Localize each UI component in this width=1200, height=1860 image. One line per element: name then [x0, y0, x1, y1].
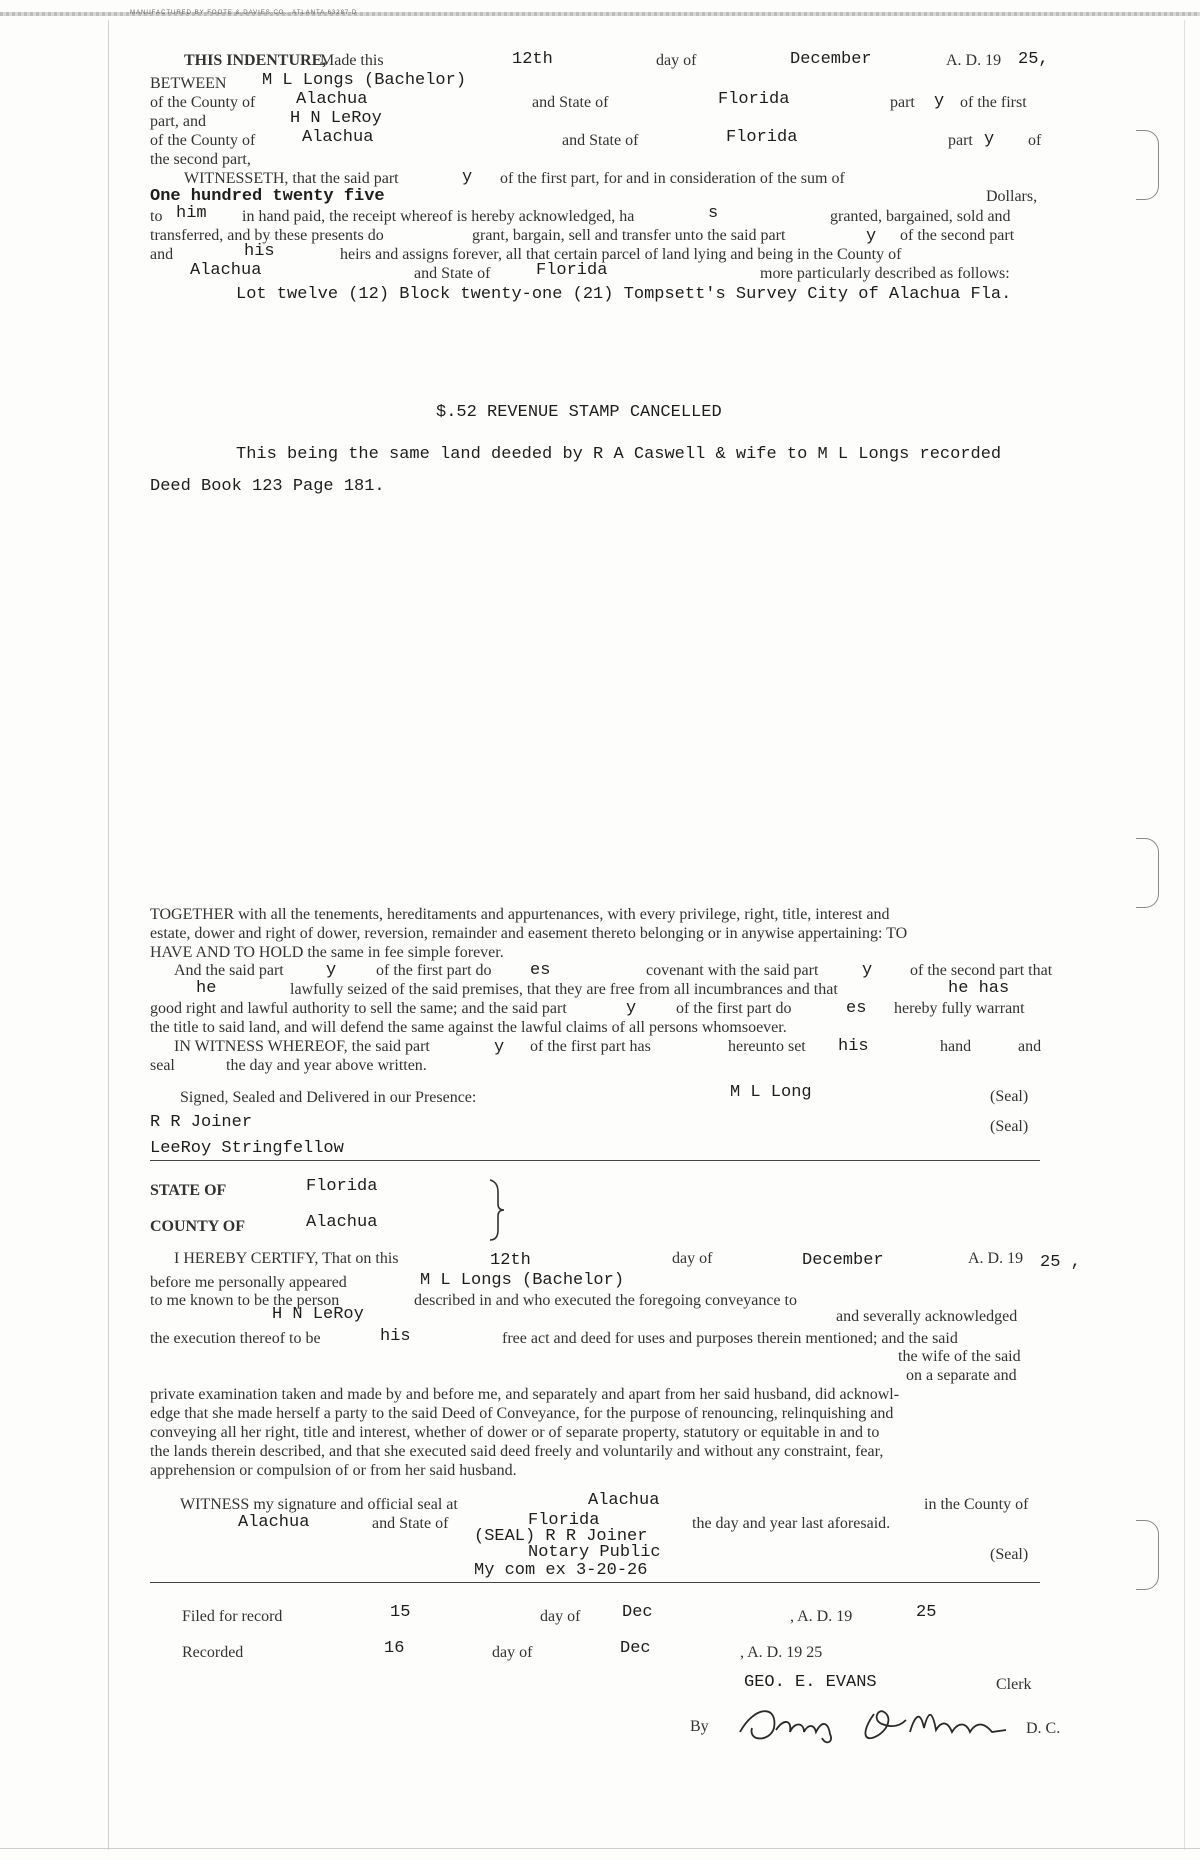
separate-text: on a separate and [906, 1367, 1017, 1384]
bottom-edge [0, 1848, 1200, 1849]
habendum-line-3: HAVE AND TO HOLD the same in fee simple forever. [150, 944, 504, 961]
ack-day: 12th [490, 1251, 531, 1270]
covenant-text-a: And the said part [174, 962, 284, 979]
known-text: to me known to be the person [150, 1292, 340, 1309]
ack-county-2: Alachua [238, 1513, 310, 1532]
notary-seal: (SEAL) R R Joiner [474, 1527, 648, 1546]
signed-sealed-label: Signed, Sealed and Delivered in our Presence: [180, 1089, 477, 1106]
hand-label: hand [940, 1038, 972, 1055]
described-text: more particularly described as follows: [760, 265, 1010, 282]
of-second-text: of the second part [900, 227, 1015, 244]
second-party-name: H N LeRoy [290, 109, 382, 128]
between-label: BETWEEN [150, 75, 227, 92]
seal-label: seal [150, 1057, 175, 1074]
second-county: Alachua [302, 128, 374, 147]
habendum-line-1: TOGETHER with all the tenements, hereditaments and appurtenances, with every privilege, right, title, interest and [150, 906, 890, 923]
ack-his: his [380, 1327, 411, 1346]
day-year-text: the day and year above written. [226, 1057, 427, 1074]
ack-place: Alachua [588, 1491, 660, 1510]
severally-text: and severally acknowledged [836, 1308, 1018, 1325]
right-margin-line [1184, 20, 1185, 1850]
recorded-ad-year: , A. D. 19 25 [740, 1644, 823, 1661]
indenture-label: THIS INDENTURE, [184, 52, 327, 69]
ack-body-1: private examination taken and made by and before me, and separately and apart from her said husband, did acknowl- [150, 1386, 900, 1403]
and-state-text: and State of [372, 1515, 449, 1532]
transferred-text: transferred, and by these presents do [150, 227, 384, 244]
part-and-label: part, and [150, 113, 206, 130]
land-county: Alachua [190, 261, 262, 280]
second-part-text: the second part, [150, 151, 251, 168]
covenant-text-b: of the first part do [376, 962, 492, 979]
bracket-icon [486, 1178, 510, 1242]
seized-text: lawfully seized of the said premises, that they are free from all incumbrances and that [290, 981, 838, 998]
first-state: Florida [718, 90, 790, 109]
second-party-suffix: y [984, 130, 995, 149]
witness-whereof-b: of the first part has [530, 1038, 651, 1055]
clerk-label: Clerk [996, 1676, 1032, 1693]
section-divider-2 [150, 1582, 1040, 1583]
first-state-label: and State of [532, 94, 609, 111]
and-label-2: and [1018, 1038, 1042, 1055]
land-state-label: and State of [414, 265, 491, 282]
revenue-stamp-note: $.52 REVENUE STAMP CANCELLED [436, 403, 722, 422]
habendum-line-2: estate, dower and right of dower, reversion, remainder and easement thereto belonging or in anywise appertaining: TO [150, 925, 908, 942]
execution-text: the execution thereof to be [150, 1330, 321, 1347]
last-aforesaid-text: the day and year last aforesaid. [692, 1515, 891, 1532]
heirs-text: heirs and assigns forever, all that certain parcel of land lying and being in the County of [340, 246, 902, 263]
notary-title: Notary Public [528, 1543, 661, 1562]
covenant-suffix-2: y [862, 961, 873, 980]
seal-notary: (Seal) [990, 1546, 1029, 1563]
grantor-signature: M L Long [730, 1083, 812, 1102]
witness-whereof-a: IN WITNESS WHEREOF, the said part [174, 1038, 430, 1055]
consideration-text: of the first part, for and in consideration of the sum of [500, 170, 845, 187]
to-whom: him [176, 204, 207, 223]
dollars-label: Dollars, [986, 188, 1038, 205]
of-label: of [1028, 132, 1042, 149]
witness-whereof-c: hereunto set [728, 1038, 806, 1055]
and-label: and [150, 246, 174, 263]
witness-his: his [838, 1037, 869, 1056]
authority-es: es [846, 999, 867, 1018]
second-state: Florida [726, 128, 798, 147]
covenant-text-d: of the second part that [910, 962, 1053, 979]
wife-of-text: the wife of the said [898, 1348, 1021, 1365]
recorded-day-of: day of [492, 1644, 533, 1661]
second-part-label: part [948, 132, 973, 149]
section-divider-1 [150, 1160, 1040, 1161]
ad-label: A. D. 19 [946, 52, 1002, 69]
second-county-label: of the County of [150, 132, 256, 149]
day-of-label: day of [656, 52, 697, 69]
of-the-first-label: of the first [960, 94, 1027, 111]
filed-month: Dec [622, 1603, 653, 1622]
part-label: part [890, 94, 915, 111]
deed-source-line-2: Deed Book 123 Page 181. [150, 477, 385, 496]
manufacturer-line: MANUFACTURED BY FOOTE & DAVIES CO., ATLANTA 63287 D [130, 10, 358, 16]
first-county-label: of the County of [150, 94, 256, 111]
authority-text-c: hereby fully warrant [894, 1000, 1025, 1017]
made-this-label: Made this [320, 52, 384, 69]
witness-2: LeeRoy Stringfellow [150, 1139, 344, 1158]
ack-ad: A. D. 19 [968, 1250, 1024, 1267]
ack-body-4: the lands therein described, and that she executed said deed freely and voluntarily and without any constraint, fear, [150, 1443, 884, 1460]
ack-month: December [802, 1251, 884, 1270]
punch-hole-bottom [1136, 1520, 1159, 1590]
defend-text: the title to said land, and will defend the same against the lawful claims of all persons whomsoever. [150, 1019, 787, 1036]
second-state-label: and State of [562, 132, 639, 149]
punch-hole-top [1136, 130, 1159, 200]
consideration-amount: One hundred twenty five [150, 187, 385, 206]
free-act-text: free act and deed for uses and purposes therein mentioned; and the said [502, 1330, 958, 1347]
receipt-text: in hand paid, the receipt whereof is hereby acknowledged, ha [242, 208, 635, 225]
ack-state-2: Florida [528, 1511, 600, 1530]
filed-day: 15 [390, 1603, 411, 1622]
covenant-he: he [196, 979, 217, 998]
first-party-suffix: y [934, 92, 945, 111]
he-has: he has [948, 979, 1010, 998]
witnesseth-suffix: y [462, 168, 473, 187]
ack-year: 25 , [1040, 1253, 1081, 1272]
witness-1: R R Joiner [150, 1113, 253, 1132]
first-party-name: M L Longs (Bachelor) [262, 71, 467, 90]
land-state: Florida [536, 261, 608, 280]
by-label: By [690, 1718, 709, 1735]
deed-month: December [790, 50, 872, 69]
ack-grantee: H N LeRoy [272, 1305, 364, 1324]
deputy-clerk-signature [734, 1698, 1034, 1748]
county-of-label: COUNTY OF [150, 1218, 245, 1235]
left-margin-line [108, 20, 109, 1850]
filed-year: 25 [916, 1603, 937, 1622]
covenant-text-c: covenant with the said part [646, 962, 819, 979]
appeared-text: before me personally appeared [150, 1274, 347, 1291]
authority-suffix: y [626, 999, 637, 1018]
deputy-clerk-label: D. C. [1026, 1720, 1061, 1737]
recorded-month: Dec [620, 1639, 651, 1658]
has-suffix: s [708, 204, 719, 223]
state-of-label: STATE OF [150, 1182, 227, 1199]
covenant-suffix: y [326, 961, 337, 980]
certify-text: I HEREBY CERTIFY, That on this [174, 1250, 399, 1267]
commission-expiry: My com ex 3-20-26 [474, 1561, 648, 1580]
heirs-of: his [244, 242, 275, 261]
ack-body-2: edge that she made herself a party to the said Deed of Conveyance, for the purpose of renouncing, relinquishing and [150, 1405, 894, 1422]
lot-description: Lot twelve (12) Block twenty-one (21) Tompsett's Survey City of Alachua Fla. [236, 285, 1012, 304]
ack-day-of: day of [672, 1250, 713, 1267]
recorded-day: 16 [384, 1639, 405, 1658]
covenant-es: es [530, 961, 551, 980]
to-label: to [150, 208, 163, 225]
recorded-label: Recorded [182, 1644, 244, 1661]
ack-body-3: conveying all her right, title and interest, whether of dower or of separate property, statutory or equitable in and to [150, 1424, 880, 1441]
executed-text: described in and who executed the foregoing conveyance to [414, 1292, 797, 1309]
in-county-text: in the County of [924, 1496, 1029, 1513]
witness-suffix: y [494, 1038, 505, 1057]
ack-state: Florida [306, 1177, 378, 1196]
filed-ad: , A. D. 19 [790, 1608, 853, 1625]
authority-text-b: of the first part do [676, 1000, 792, 1017]
authority-text-a: good right and lawful authority to sell the same; and the said part [150, 1000, 567, 1017]
seal-grantor: (Seal) [990, 1088, 1029, 1105]
first-county: Alachua [296, 90, 368, 109]
ack-county: Alachua [306, 1213, 378, 1232]
ack-body-5: apprehension or compulsion of or from her said husband. [150, 1462, 517, 1479]
deed-year: 25, [1018, 50, 1049, 69]
deed-day: 12th [512, 50, 553, 69]
witness-signature-text: WITNESS my signature and official seal at [180, 1496, 458, 1513]
punch-hole-middle [1136, 838, 1159, 908]
filed-day-of: day of [540, 1608, 581, 1625]
grantee-suffix: y [866, 227, 877, 246]
clerk-name: GEO. E. EVANS [744, 1673, 877, 1692]
ack-person: M L Longs (Bachelor) [420, 1271, 625, 1290]
seal-second: (Seal) [990, 1118, 1029, 1135]
deed-source-line-1: This being the same land deeded by R A Caswell & wife to M L Longs recorded [236, 445, 1002, 464]
grant-unto-text: grant, bargain, sell and transfer unto the said part [472, 227, 786, 244]
witnesseth-label: WITNESSETH, that the said part [184, 170, 399, 187]
granted-text: granted, bargained, sold and [830, 208, 1011, 225]
filed-label: Filed for record [182, 1608, 283, 1625]
